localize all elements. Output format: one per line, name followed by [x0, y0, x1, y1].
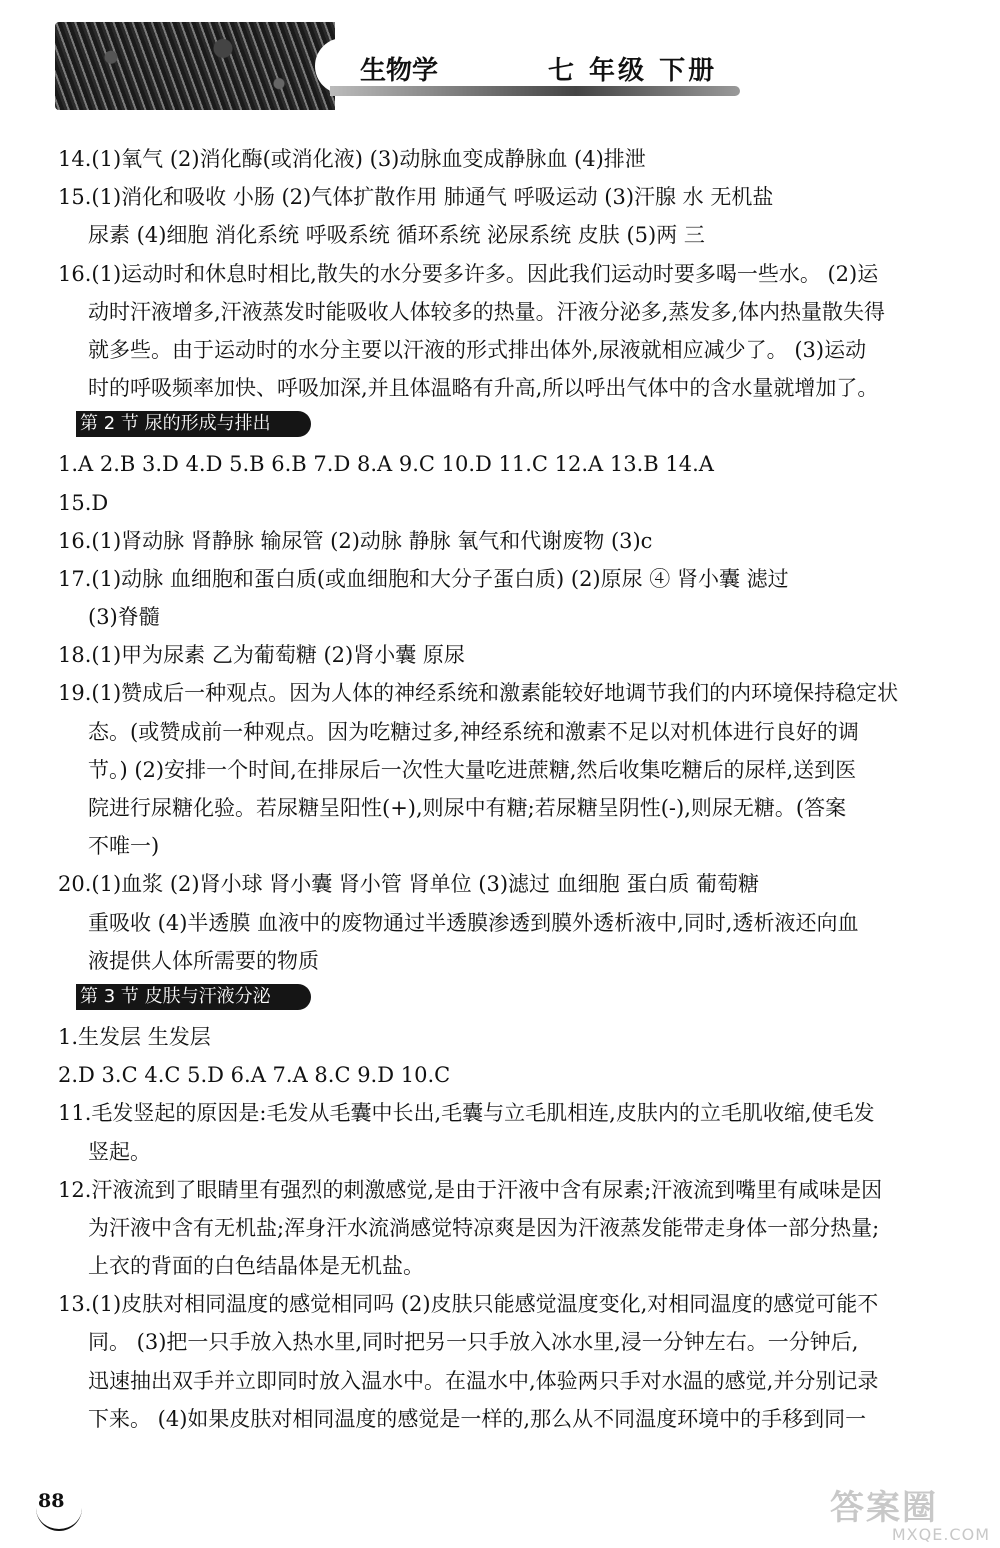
answer-continuation-line: 节。) (2)安排一个时间,在排尿后一次性大量吃进蔗糖,然后收集吃糖后的尿样,送到医	[88, 757, 857, 782]
answer-line: 17.(1)动脉 血细胞和蛋白质(或血细胞和大分子蛋白质) (2)原尿 ④ 肾小囊 滤过	[58, 566, 789, 591]
answer-continuation-line: 竖起。	[88, 1139, 151, 1164]
answer-line: 13.(1)皮肤对相同温度的感觉相同吗 (2)皮肤只能感觉温度变化,对相同温度的感觉可能不	[58, 1292, 879, 1317]
answer-continuation-line: 不唯一)	[88, 834, 160, 859]
answer-continuation-line: 迅速抽出双手并立即同时放入温水中。在温水中,体验两只手对水温的感觉,并分别记录	[88, 1368, 879, 1393]
section-heading-label: 第 2 节 尿的形成与排出	[76, 411, 311, 437]
answer-continuation-line: 院进行尿糖化验。若尿糖呈阳性(+),则尿中有糖;若尿糖呈阴性(-),则尿无糖。(答案	[88, 796, 847, 820]
answer-continuation-line: 尿素 (4)细胞 消化系统 呼吸系统 循环系统 泌尿系统 皮肤 (5)两 三	[88, 223, 705, 248]
page-number: 88	[38, 1490, 65, 1512]
answer-line: 12.汗液流到了眼睛里有强烈的刺激感觉,是由于汗液中含有尿素;汗液流到嘴里有咸味是因	[58, 1177, 883, 1202]
answer-line: 14.(1)氧气 (2)消化酶(或消化液) (3)动脉血变成静脉血 (4)排泄	[58, 147, 646, 171]
answer-line: 11.毛发竖起的原因是:毛发从毛囊中长出,毛囊与立毛肌相连,皮肤内的立毛肌收缩,使毛发	[58, 1101, 875, 1126]
answer-continuation-line: 液提供人体所需要的物质	[88, 948, 319, 973]
answer-line: 15.(1)消化和吸收 小肠 (2)气体扩散作用 肺通气 呼吸运动 (3)汗腺 水 无机盐	[58, 185, 774, 210]
answer-continuation-line: 重吸收 (4)半透膜 血液中的废物通过半透膜渗透到膜外透析液中,同时,透析液还向血	[88, 910, 859, 935]
section-heading	[58, 407, 938, 445]
answer-content	[58, 140, 938, 1438]
answer-continuation-line: 同。 (3)把一只手放入热水里,同时把另一只手放入冰水里,浸一分钟左右。一分钟后,	[88, 1330, 859, 1355]
header-swoosh	[330, 86, 740, 96]
answer-continuation-line: 上衣的背面的白色结晶体是无机盐。	[88, 1254, 424, 1279]
answer-continuation-line: 动时汗液增多,汗液蒸发时能吸收人体较多的热量。汗液分泌多,蒸发多,体内热量散失得	[88, 299, 886, 324]
answer-line: 2.D 3.C 4.C 5.D 6.A 7.A 8.C 9.D 10.C	[58, 1063, 451, 1088]
answer-line: 1.A 2.B 3.D 4.D 5.B 6.B 7.D 8.A 9.C 10.D 11.C 12.A 13.B 14.A	[58, 452, 714, 477]
answer-continuation-line: 就多些。由于运动时的水分主要以汗液的形式排出体外,尿液就相应减少了。 (3)运动	[88, 337, 867, 362]
watermark-logo	[830, 1480, 990, 1544]
answer-line: 15.D	[58, 490, 109, 515]
section-heading-label: 第 3 节 皮肤与汗液分泌	[76, 984, 311, 1010]
answer-continuation-line: 时的呼吸频率加快、呼吸加深,并且体温略有升高,所以呼出气体中的含水量就增加了。	[88, 376, 879, 401]
answer-continuation-line: 下来。 (4)如果皮肤对相同温度的感觉是一样的,那么从不同温度环境中的手移到同一	[88, 1406, 867, 1431]
answer-continuation-line: 为汗液中含有无机盐;浑身汗水流淌感觉特凉爽是因为汗液蒸发能带走身体一部分热量;	[88, 1215, 880, 1240]
header-flower-photo	[55, 22, 335, 110]
watermark-text: 答案圈	[830, 1488, 938, 1528]
answer-continuation-line: (3)脊髓	[88, 605, 160, 630]
answer-line: 1.生发层 生发层	[58, 1024, 211, 1049]
page-header	[0, 0, 1000, 120]
watermark-url: MXQE.COM	[891, 1525, 990, 1544]
grade-label: 七 年级 下册	[548, 56, 718, 86]
answer-line: 16.(1)运动时和休息时相比,散失的水分要多许多。因此我们运动时要多喝一些水。 (2)运	[58, 261, 879, 286]
answer-line: 16.(1)肾动脉 肾静脉 输尿管 (2)动脉 静脉 氧气和代谢废物 (3)c	[58, 528, 653, 553]
subject-title: 生物学	[360, 56, 439, 86]
answer-continuation-line: 态。(或赞成前一种观点。因为吃糖过多,神经系统和激素不足以对机体进行良好的调	[88, 719, 859, 744]
answer-line: 18.(1)甲为尿素 乙为葡萄糖 (2)肾小囊 原尿	[58, 643, 465, 668]
answer-line: 19.(1)赞成后一种观点。因为人体的神经系统和激素能较好地调节我们的内环境保持稳定状	[58, 681, 899, 706]
page-number-arc	[36, 1505, 82, 1531]
section-heading	[58, 980, 938, 1018]
answer-line: 20.(1)血浆 (2)肾小球 肾小囊 肾小管 肾单位 (3)滤过 血细胞 蛋白质 葡萄糖	[58, 872, 760, 897]
